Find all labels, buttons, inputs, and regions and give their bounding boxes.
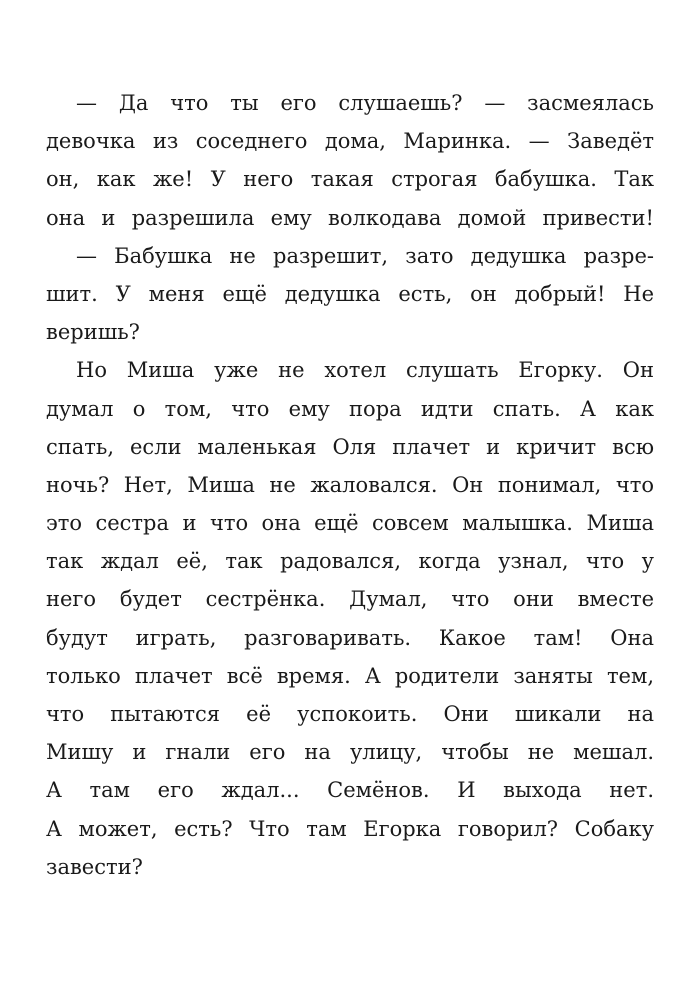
paragraph-dialogue-marinka <box>46 84 654 237</box>
text-line: он, как же! У него такая строгая бабушка. Так <box>46 167 654 192</box>
text-line: завести? <box>46 854 143 879</box>
text-line: — Бабушка не разрешит, зато дедушка разре- <box>76 243 654 268</box>
text-line: Мишу и гнали его на улицу, чтобы не мешал. <box>46 740 654 765</box>
book-page <box>46 84 654 886</box>
text-line: что пытаются её успокоить. Они шикали на <box>46 702 654 726</box>
text-line: это сестра и что она ещё совсем малышка. Миша <box>46 511 654 536</box>
text-line: так ждал её, так радовался, когда узнал, что у <box>46 549 654 574</box>
text-line: Но Миша уже не хотел слушать Егорку. Он <box>76 358 654 383</box>
text-line: ночь? Нет, Миша не жаловался. Он понимал, что <box>46 472 654 497</box>
paragraph-narration <box>46 351 654 886</box>
paragraph-dialogue-egorka <box>46 237 654 352</box>
text-line: него будет сестрёнка. Думал, что они вместе <box>46 587 654 612</box>
text-line: спать, если маленькая Оля плачет и кричит всю <box>46 434 654 459</box>
text-line: девочка из соседнего дома, Маринка. — Заведёт <box>46 129 654 154</box>
text-line: — Да что ты его слушаешь? — засмеялась <box>76 91 654 115</box>
text-line: думал о том, что ему пора идти спать. А как <box>46 396 654 421</box>
text-line: А там его ждал... Семёнов. И выхода нет. <box>46 778 654 803</box>
text-line: она и разрешила ему волкодава домой привести! <box>46 205 654 230</box>
text-line: А может, есть? Что там Егорка говорил? Собаку <box>46 816 654 841</box>
text-line: будут играть, разговаривать. Какое там! Она <box>46 625 654 650</box>
text-line: только плачет всё время. А родители заняты тем, <box>46 663 654 688</box>
text-line: шит. У меня ещё дедушка есть, он добрый! Не <box>46 281 654 306</box>
text-line: веришь? <box>46 320 140 345</box>
